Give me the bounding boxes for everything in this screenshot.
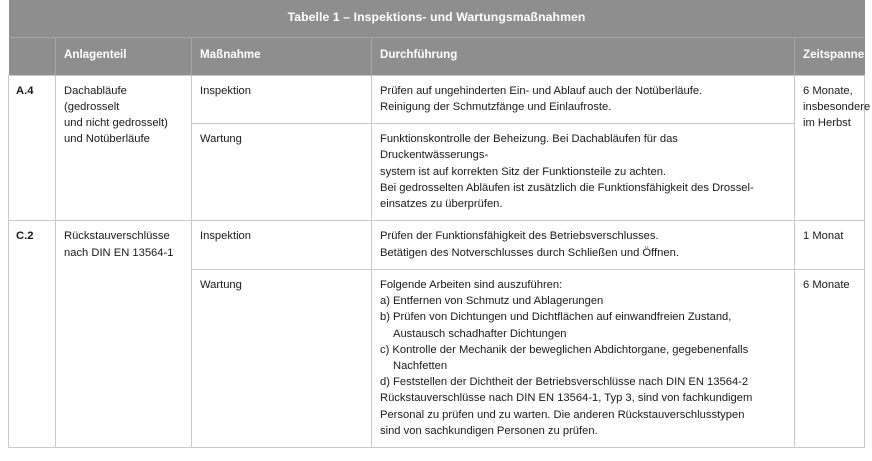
- table-row: [9, 75, 865, 123]
- column-header-anlagenteil: Anlagenteil: [56, 37, 192, 75]
- execution-line: sind von sachkundigen Personen zu prüfen.: [380, 424, 598, 437]
- table-body: [9, 75, 871, 447]
- execution-intro: Folgende Arbeiten sind auszuführen:: [380, 278, 563, 291]
- execution-text: [372, 124, 795, 221]
- part-line: und Notüberläufe: [64, 133, 150, 146]
- execution-line: system ist auf korrekten Sitz der Funktionsteile zu achten.: [380, 165, 667, 178]
- execution-list-item: a) Entfernen von Schmutz und Ablagerungen: [380, 295, 604, 308]
- execution-list-item: b) Prüfen von Dichtungen und Dichtflächen auf einwandfreien Zustand,: [380, 311, 732, 324]
- part-line: Rückstauverschlüsse: [64, 230, 170, 243]
- measure-inspektion: Inspektion: [192, 221, 372, 269]
- column-header-code: [9, 37, 56, 75]
- period-line: 6 Monate,: [803, 84, 853, 97]
- execution-text: [372, 221, 795, 269]
- table-row: [9, 221, 865, 269]
- part-line: und nicht gedrosselt): [64, 117, 168, 130]
- column-header-massnahme: Maßnahme: [192, 37, 372, 75]
- execution-list-continuation: Nachfetten: [393, 359, 448, 372]
- execution-line: Reinigung der Schmutzfänge und Einlaufroste.: [380, 100, 612, 113]
- inspection-maintenance-table: [8, 0, 871, 448]
- table-title-row: [9, 0, 865, 37]
- group-part-c2: [56, 221, 192, 448]
- execution-line: Personal zu prüfen und zu warten. Die anderen Rückstauverschlusstypen: [380, 408, 745, 421]
- group-code-c2: C.2: [9, 221, 56, 448]
- execution-line: Prüfen auf ungehinderten Ein- und Ablauf auch der Notüberläufe.: [380, 84, 703, 97]
- column-header-row: [9, 37, 865, 75]
- period-a4: [795, 75, 871, 221]
- execution-line: Bei gedrosselten Abläufen ist zusätzlich die Funktionsfähigkeit des Drossel-: [380, 181, 754, 194]
- group-part-a4: [56, 75, 192, 221]
- execution-line: Funktionskontrolle der Beheizung. Bei Dachabläufen für das Druckentwässerungs-: [380, 133, 678, 162]
- table-title: Tabelle 1 – Inspektions- und Wartungsmaßnahmen: [9, 0, 865, 37]
- measure-wartung: Wartung: [192, 124, 372, 221]
- period-line: insbesondere: [803, 100, 871, 113]
- group-code-a4: A.4: [9, 75, 56, 221]
- table-head: [9, 0, 865, 75]
- execution-list-item: c) Kontrolle der Mechanik der beweglichen Abdichtorgane, gegebenenfalls: [380, 343, 749, 356]
- execution-text: [372, 269, 795, 447]
- execution-list-item: d) Feststellen der Dichtheit der Betriebsverschlüsse nach DIN EN 13564-2: [380, 376, 749, 389]
- column-header-durchfuehrung: Durchführung: [372, 37, 795, 75]
- period-c2-wartung: 6 Monate: [795, 269, 865, 447]
- period-line: im Herbst: [803, 117, 851, 130]
- measure-wartung: Wartung: [192, 269, 372, 447]
- column-header-zeitspanne: Zeitspanne: [795, 37, 865, 75]
- part-line: Dachabläufe (gedrosselt: [64, 84, 127, 113]
- part-line: nach DIN EN 13564-1: [64, 246, 174, 259]
- measure-inspektion: Inspektion: [192, 75, 372, 123]
- execution-line: Rückstauverschlüsse nach DIN EN 13564-1, Typ 3, sind von fachkundigem: [380, 392, 753, 405]
- period-c2-inspektion: 1 Monat: [795, 221, 865, 269]
- execution-text: [372, 75, 795, 123]
- execution-line: Betätigen des Notverschlusses durch Schließen und Öffnen.: [380, 246, 679, 259]
- execution-line: Prüfen der Funktionsfähigkeit des Betriebsverschlusses.: [380, 230, 659, 243]
- execution-list-continuation: Austausch schadhafter Dichtungen: [393, 327, 567, 340]
- execution-line: einsatzes zu überprüfen.: [380, 198, 503, 211]
